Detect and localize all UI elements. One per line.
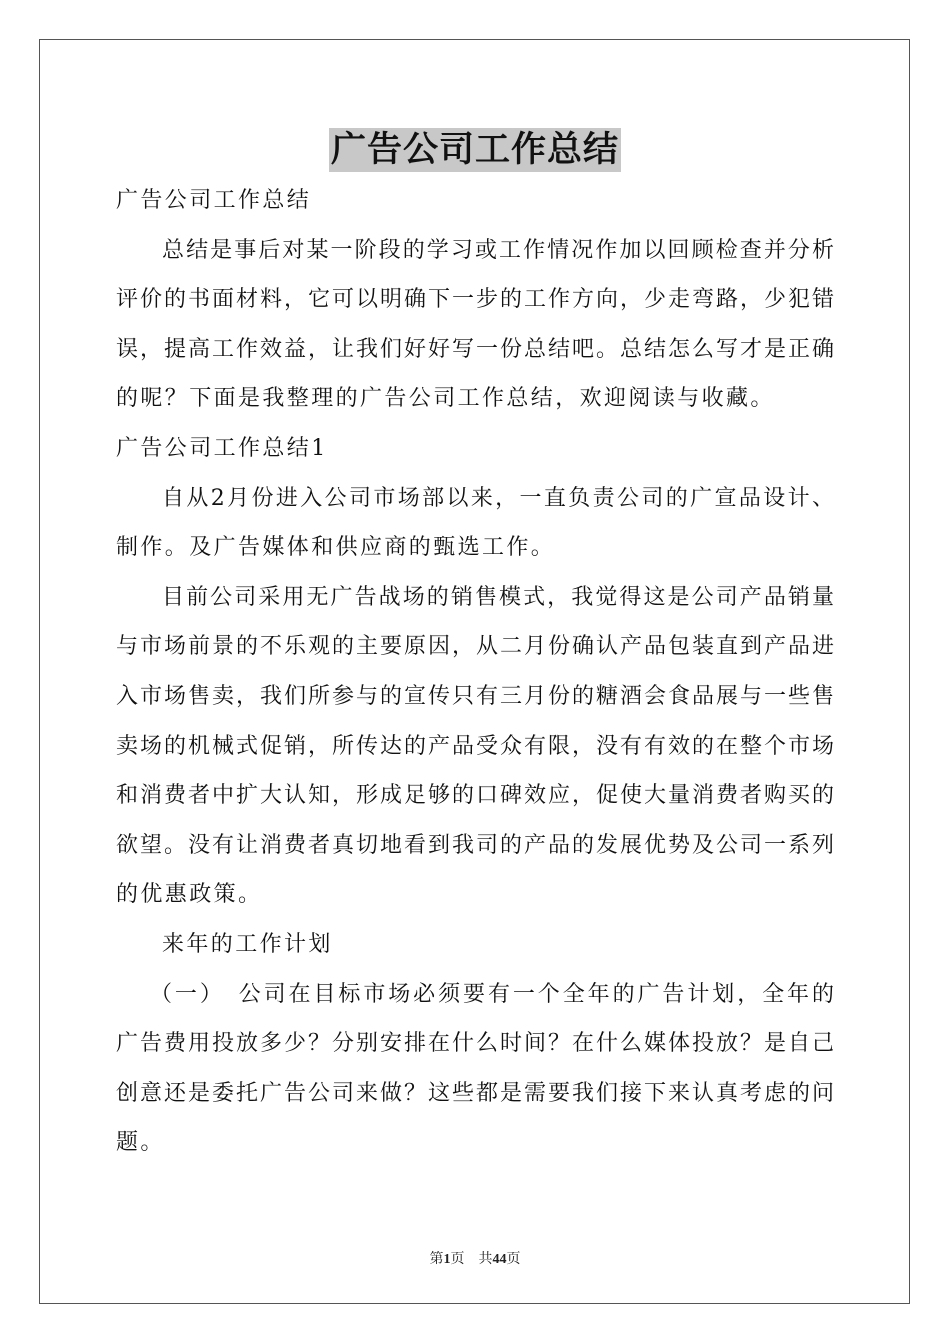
paragraph-line: 与市场前景的不乐观的主要原因，从二月份确认产品包装直到产品进 <box>116 634 834 660</box>
paragraph-line: 的优惠政策。 <box>116 882 263 908</box>
page-suffix: 页 <box>450 1252 465 1267</box>
total-prefix: 共 <box>478 1252 493 1267</box>
paragraph-line: 欲望。没有让消费者真切地看到我司的产品的发展优势及公司一系列 <box>116 832 834 858</box>
paragraph-line: 目前公司采用无广告战场的销售模式，我觉得这是公司产品销量 <box>162 584 834 610</box>
paragraph-line: 误，提高工作效益，让我们好好写一份总结吧。总结怎么写才是正确 <box>116 336 834 362</box>
paragraph-line: 总结是事后对某一阶段的学习或工作情况作加以回顾检查并分析 <box>162 237 834 263</box>
total-pages: 44 <box>492 1252 507 1267</box>
document-body <box>116 176 834 1168</box>
page-footer <box>0 1248 950 1268</box>
paragraph-line: 广告费用投放多少？分别安排在什么时间？在什么媒体投放？是自己 <box>116 1031 834 1057</box>
total-suffix: 页 <box>506 1252 521 1267</box>
page-number: 1 <box>443 1252 451 1267</box>
section-heading: 广告公司工作总结1 <box>116 435 328 461</box>
document-title: 广告公司工作总结 <box>330 130 619 170</box>
paragraph-line: 制作。及广告媒体和供应商的甄选工作。 <box>116 535 556 561</box>
paragraph-line: 创意还是委托广告公司来做？这些都是需要我们接下来认真考虑的问 <box>116 1080 834 1106</box>
page-prefix: 第 <box>429 1252 444 1267</box>
paragraph-line: 评价的书面材料，它可以明确下一步的工作方向，少走弯路，少犯错 <box>116 287 834 313</box>
paragraph-line: （一） 公司在目标市场必须要有一个全年的广告计划，全年的 <box>150 981 834 1007</box>
document-subtitle: 广告公司工作总结 <box>116 188 312 213</box>
paragraph-line: 的呢？下面是我整理的广告公司工作总结，欢迎阅读与收藏。 <box>116 386 775 412</box>
title-container <box>0 128 950 172</box>
paragraph-line: 自从2月份进入公司市场部以来，一直负责公司的广宣品设计、 <box>162 485 834 511</box>
paragraph-line: 题。 <box>116 1130 165 1156</box>
paragraph-line: 入市场售卖，我们所参与的宣传只有三月份的糖酒会食品展与一些售 <box>116 683 834 709</box>
section-heading: 来年的工作计划 <box>162 931 333 957</box>
paragraph-line: 和消费者中扩大认知，形成足够的口碑效应，促使大量消费者购买的 <box>116 783 834 809</box>
paragraph-line: 卖场的机械式促销，所传达的产品受众有限，没有有效的在整个市场 <box>116 733 834 759</box>
